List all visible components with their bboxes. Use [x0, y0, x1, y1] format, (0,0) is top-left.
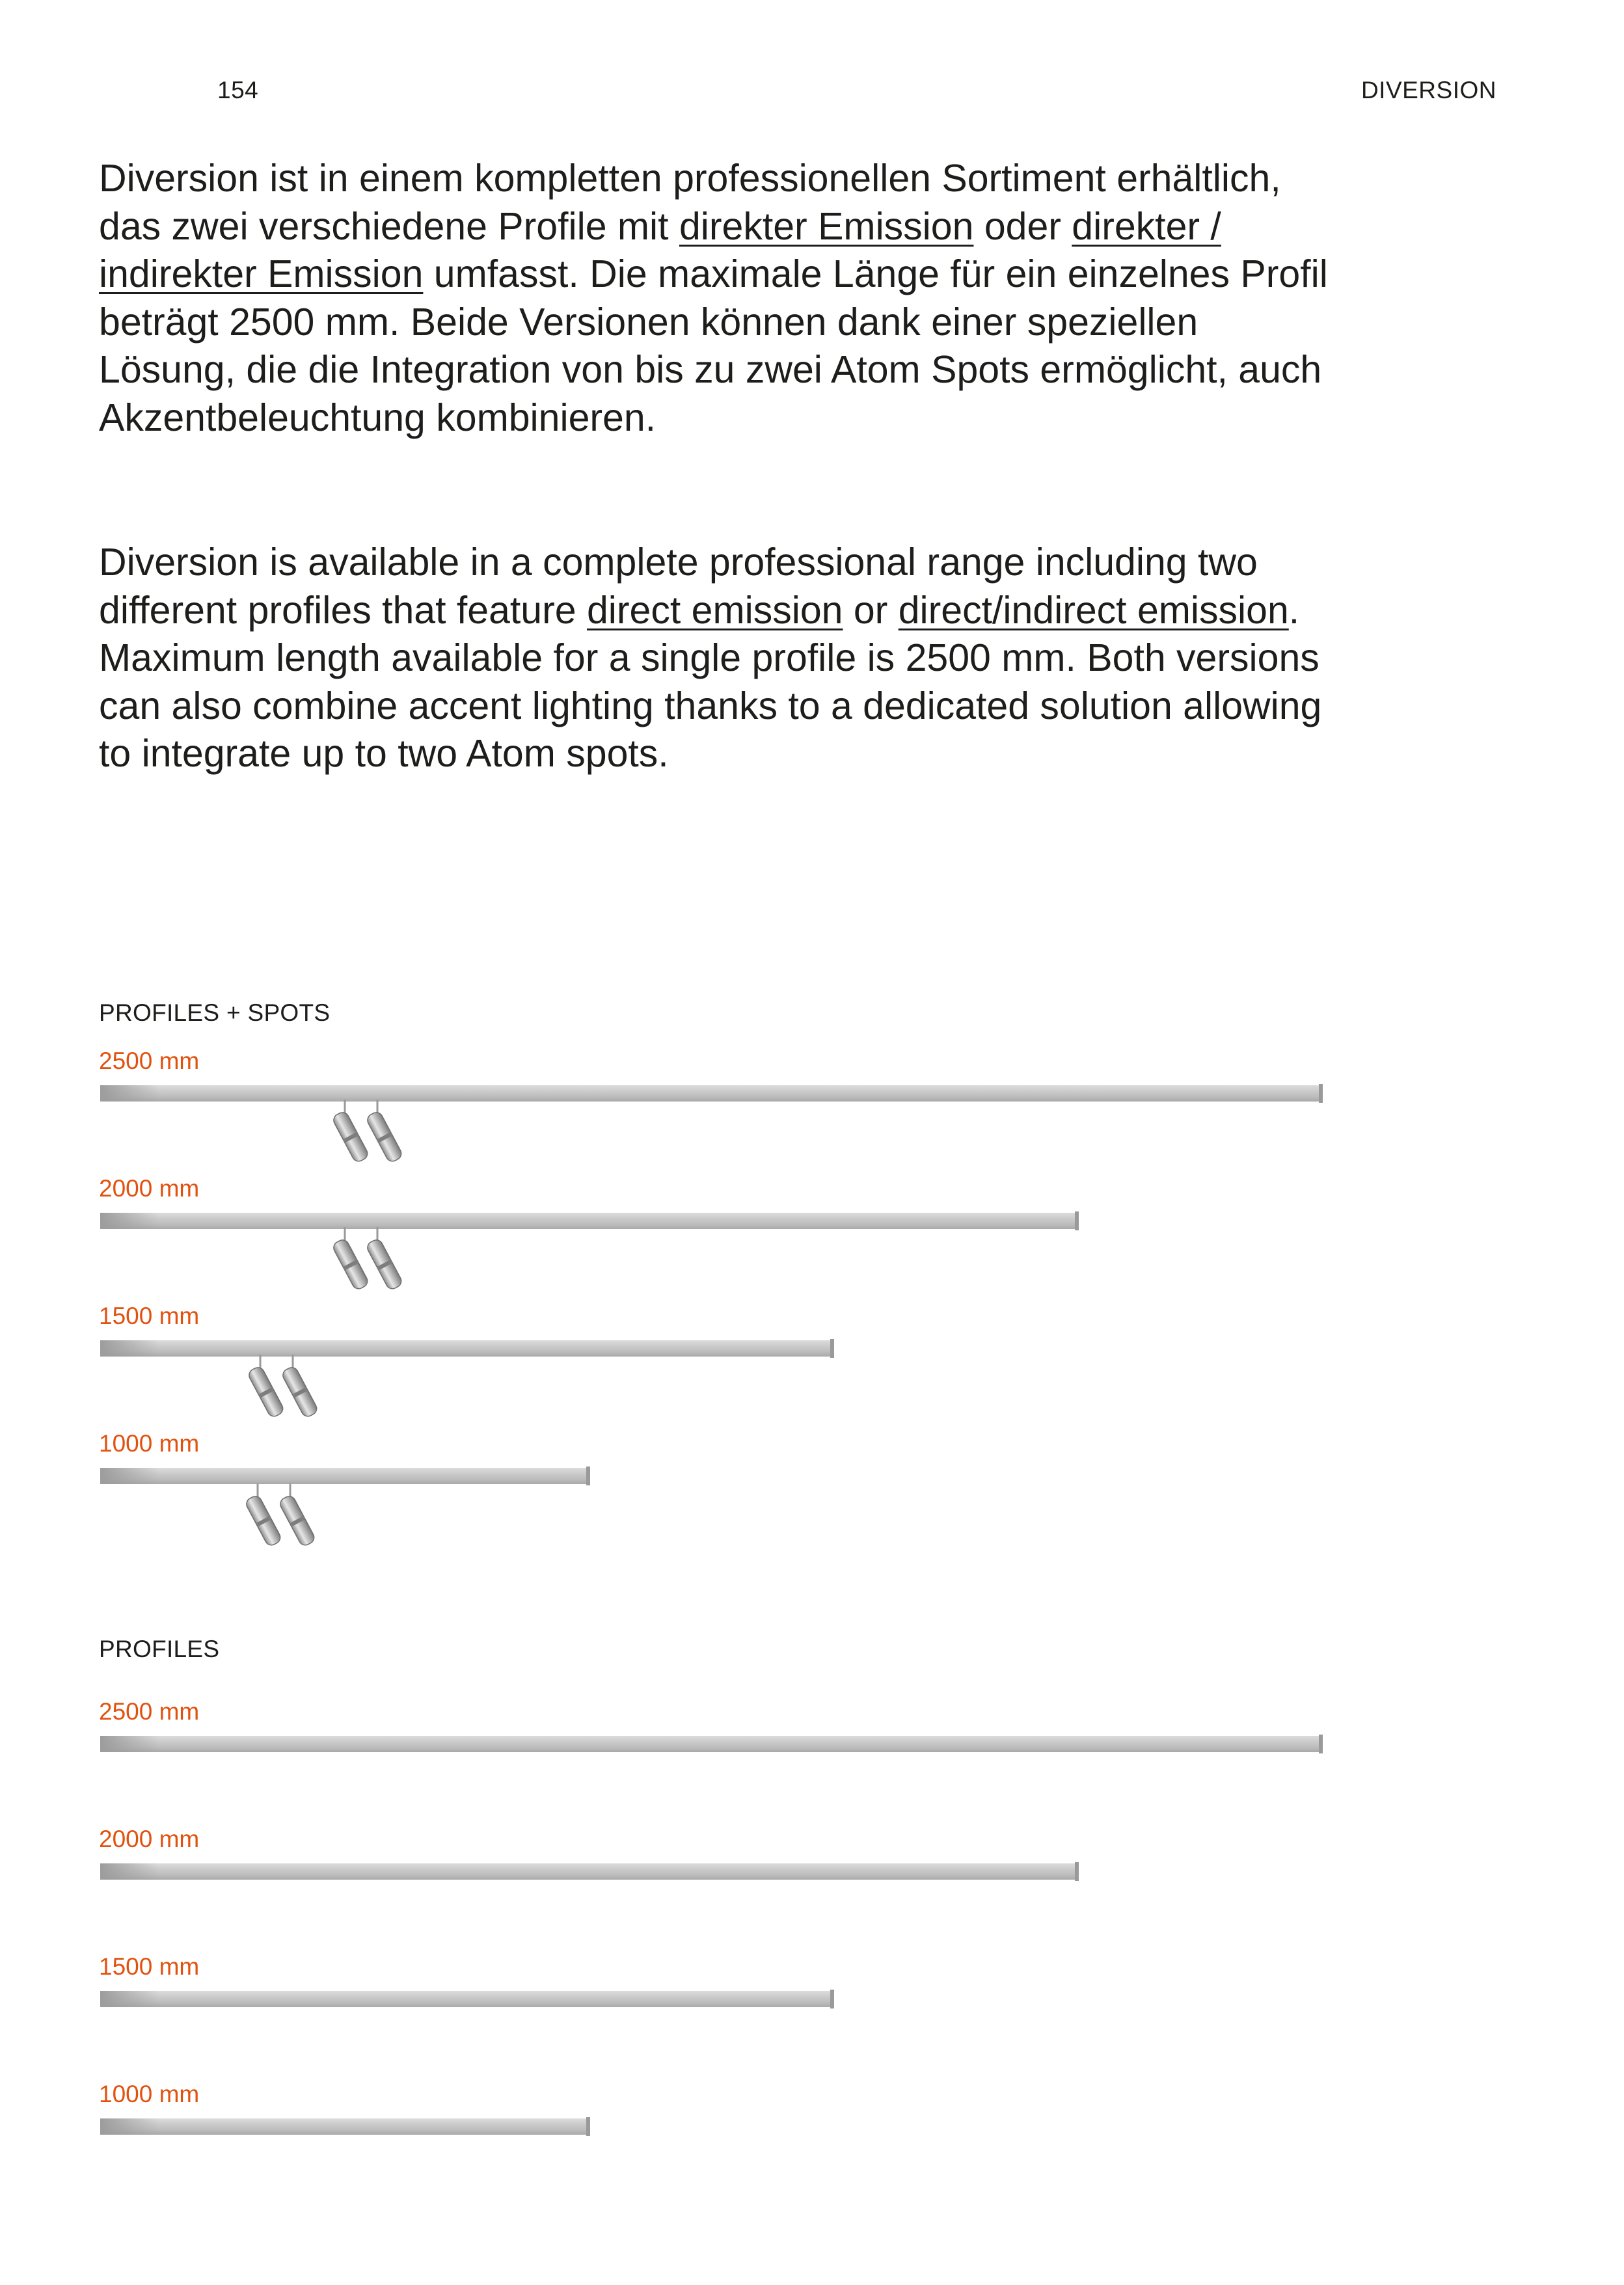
profile-bar	[100, 1213, 1077, 1229]
length-label: 2500 mm	[99, 1698, 200, 1725]
profile-bar	[100, 1085, 1321, 1102]
spot-pair-icon	[319, 1100, 410, 1171]
profile-bar	[100, 1736, 1321, 1752]
direct-indirect-emission-link-en[interactable]: direct/indirect emission	[898, 588, 1289, 632]
intro-de-text: umfasst. Die maximale Länge für ein einzelnes Profil beträgt 2500 mm. Beide Versionen können dank einer speziellen Lösung, die die Integration von bis zu zwei Atom Spots ermöglicht, auch Akzentbeleuchtung kombinieren.	[99, 252, 1328, 439]
spot-pair-icon	[234, 1355, 325, 1426]
length-label: 2500 mm	[99, 1048, 200, 1074]
spot-pair-icon	[232, 1483, 323, 1555]
spot-pair-icon	[319, 1227, 410, 1299]
intro-paragraph-en	[99, 539, 1335, 778]
intro-en-text: . Maximum length available for a single profile is 2500 mm. Both versions can also combine accent lighting thanks to a dedicated solution allowing to integrate up to two Atom spots.	[99, 588, 1322, 775]
intro-de-text: Diversion ist in einem kompletten professionellen Sortiment erhältlich, das zwei verschiedene Profile mit	[99, 157, 1281, 248]
length-label: 1500 mm	[99, 1303, 200, 1329]
profile-bar	[100, 1468, 589, 1484]
direct-emission-link-en[interactable]: direct emission	[586, 588, 843, 632]
profile-bar	[100, 1340, 833, 1357]
intro-en-text: or	[843, 588, 899, 632]
length-label: 1000 mm	[99, 2081, 200, 2107]
intro-de-text: oder	[973, 204, 1072, 248]
running-header: DIVERSION	[1360, 77, 1496, 103]
intro-paragraph-de	[99, 155, 1335, 442]
profile-bar	[100, 1863, 1077, 1880]
section-title-profiles-spots: PROFILES + SPOTS	[99, 999, 331, 1026]
profile-bar	[100, 2118, 589, 2135]
profile-bar	[100, 1991, 833, 2007]
length-label: 2000 mm	[99, 1175, 200, 1202]
page-number: 154	[217, 77, 259, 103]
direct-emission-link-de[interactable]: direkter Emission	[679, 204, 974, 248]
direct-indirect-emission-link-de[interactable]: direkter / indirekter Emission	[99, 204, 1221, 295]
length-label: 1500 mm	[99, 1953, 200, 1980]
length-label: 1000 mm	[99, 1430, 200, 1457]
section-title-profiles: PROFILES	[99, 1636, 220, 1662]
intro-en-text: Diversion is available in a complete professional range including two different profiles that feature	[99, 541, 1258, 632]
length-label: 2000 mm	[99, 1826, 200, 1852]
